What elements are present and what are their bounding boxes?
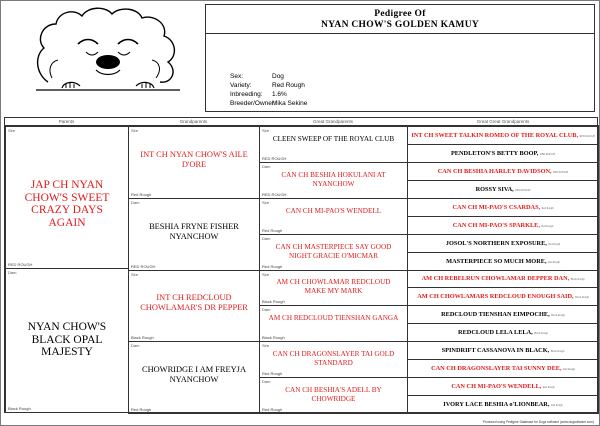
grandparent-name: INT CH NYAN CHOW'S AILE D'ORE [140,149,248,169]
great-grandparent-cell[interactable] [259,341,408,378]
divider [206,33,594,34]
info-sex: Sex: Dog [230,73,284,80]
great-grandparent-cell[interactable] [259,162,408,199]
great-great-grandparent-cell[interactable] [407,252,599,271]
great-great-grandparent-color: Red Rough [542,386,555,390]
grandparent-name: CHOWRIDGE I AM FREYJA NYANCHOW [142,365,246,385]
grandparent-color: RED ROUGH [131,263,156,269]
grandparent-color: Black Rough [131,335,154,341]
great-great-grandparent-cell[interactable] [407,162,599,181]
great-great-grandparent-entry [408,311,598,319]
great-great-grandparent-name: SPINDRIFT CASSANOVA IN BLACK, [441,347,550,355]
great-great-grandparent-color: Black Rough [575,296,589,300]
great-grandparent-color: Black Rough [262,299,285,305]
great-grandparent-cell[interactable] [259,270,408,307]
column-header-grandparents: Grandparents [128,118,259,126]
great-great-grandparent-entry [408,150,598,158]
great-great-grandparent-cell[interactable] [407,126,599,145]
great-great-grandparent-name: CAN CH MI-PAO'S WENDELL, [451,383,542,391]
great-grandparent-name: AM CH CHOWLAMAR REDCLOUD MAKE MY MARK [276,278,391,296]
great-great-grandparent-entry [408,329,598,337]
column-header-parents: Parents [5,118,128,126]
great-great-grandparent-name: MASTERPIECE SO MUCH MORE, [446,257,547,265]
great-great-grandparent-name: CAN CH DRAGONSLAYER TAI SUNNY DEE, [431,365,562,373]
great-great-grandparent-name: PENDLETON'S BETTY BOOP, [450,149,539,157]
great-great-grandparent-color: RED ROUGH [515,188,531,192]
great-great-grandparent-entry [408,222,598,230]
info-inbreeding: Inbreeding: 1.6% [230,91,287,98]
great-great-grandparent-name: AM CH REBELRUN CHOWLAMAR DEPPER DAN, [421,275,570,283]
great-great-grandparent-name: JOSOL'S NORTHERN EXPOSURE, [445,239,547,247]
great-grandparent-color: Black Rough [262,335,285,341]
great-great-grandparent-entry [408,275,598,283]
great-great-grandparent-name: REDCLOUD TIENSHAN EIMPOCHE, [441,311,550,319]
pedigree-title: Pedigree Of [374,9,426,19]
great-grandparent-color: Red Rough [262,371,283,377]
great-great-grandparent-name: IVORY LACE BESHIA o'LIONBEAR, [443,401,550,409]
great-great-grandparent-name: INT CH SWEET TALKIN ROMEO OF THE ROYAL CLUB, [411,131,579,139]
pedigree-grid [4,117,598,413]
great-great-grandparent-color: Red Rough [550,404,563,408]
grandparent-name: INT CH REDCLOUD CHOWLAMAR'S DR PEPPER [140,293,248,313]
great-grandparent-cell[interactable] [259,126,408,163]
great-great-grandparent-cell[interactable] [407,270,599,289]
great-great-grandparent-cell[interactable] [407,359,599,378]
column-header-great-great-grandparents: Great Great Grandparents [407,118,599,126]
great-great-grandparent-cell[interactable] [407,216,599,235]
great-great-grandparent-entry [408,132,598,140]
great-grandparent-role: Sire [262,128,270,133]
parent-sire-name: JAP CH NYAN CHOW'S SWEET CRAZY DAYS AGAIN [24,179,110,229]
great-great-grandparent-cell[interactable] [407,234,599,253]
great-great-grandparent-entry [408,401,598,409]
great-grandparent-name: CLEEN SWEEP OF THE ROYAL CLUB [272,134,395,143]
great-great-grandparent-entry [408,347,598,355]
parent-dam-color: Black Rough [8,406,31,411]
grandparent-color: Red Rough [131,191,152,197]
great-great-grandparent-entry [408,258,598,266]
dam-label: Dam [8,270,17,275]
grandparent-name: BESHIA FRYNE FISHER NYANCHOW [149,221,239,241]
great-grandparent-color: RED ROUGH [262,191,287,197]
great-great-grandparent-cell[interactable] [407,305,599,324]
great-grandparent-color: Red Rough [262,263,283,269]
great-great-grandparent-cell[interactable] [407,341,599,360]
great-grandparent-name: AM CH REDCLOUD TIENSHAN GANGA [268,314,399,323]
great-great-grandparent-cell[interactable] [407,395,599,414]
great-great-grandparent-color: RED ROUGH [539,152,556,156]
great-great-grandparent-name: REDCLOUD LELA LELA, [458,329,533,337]
great-great-grandparent-cell[interactable] [407,180,599,199]
grandparent-cell[interactable] [128,198,260,271]
grandparent-role: Dam [131,199,140,205]
great-great-grandparent-entry [408,383,598,391]
great-great-grandparent-entry [408,240,598,248]
grandparent-role: Sire [131,271,139,277]
great-great-grandparent-cell[interactable] [407,144,599,163]
great-grandparent-cell[interactable] [259,234,408,271]
grandparent-role: Dam [131,343,140,349]
grandparent-role: Sire [131,128,139,133]
great-great-grandparent-color: Black Rough [551,314,565,318]
great-grandparent-name: CAN CH BESHIA HOKULANI AT NYANCHOW [281,170,386,188]
great-great-grandparent-name: CAN CH MI-PAO'S SPARKLE, [452,221,540,229]
parent-sire-color: RED ROUGH [8,262,33,267]
great-great-grandparent-cell[interactable] [407,323,599,342]
great-grandparent-name: CAN CH MASTERPIECE SAY GOOD NIGHT GRACIE O'MICMAR [275,242,392,260]
great-great-grandparent-color: Black Rough [570,278,585,282]
great-great-grandparent-entry [408,186,598,194]
info-variety: Variety: Red Rough [230,82,305,89]
great-grandparent-name: CAN CH BESHIA'S ADELL BY CHOWRIDGE [285,386,382,404]
great-grandparent-role: Dam [262,379,271,385]
parent-dam-cell[interactable] [5,268,129,413]
great-great-grandparent-name: CAN CH MI-PAO'S CSARDAS, [452,203,541,211]
dog-name-title: NYAN CHOW'S GOLDEN KAMUY [320,20,480,30]
great-great-grandparent-cell[interactable] [407,198,599,217]
great-great-grandparent-color: Red Rough [548,242,561,246]
great-great-grandparent-entry [408,204,598,212]
footer-note: Produced using Pedigree Database for Dogs software (www.dogsoftware.com) [482,420,594,424]
great-great-grandparent-name: CAN CH BESHIA HARLEY DAVIDSON, [437,167,552,175]
great-great-grandparent-color: Red Rough [563,368,575,372]
great-grandparent-cell[interactable] [259,377,408,414]
grandparent-cell[interactable] [128,341,260,414]
grandparent-cell[interactable] [128,270,260,343]
great-great-grandparent-color: Black Rough [534,332,548,336]
chow-dog-illustration [28,4,188,112]
grandparent-color: Red Rough [131,407,152,412]
great-great-grandparent-cell[interactable] [407,377,599,396]
great-great-grandparent-entry [408,365,598,373]
info-breeder-owner: Breeder/Owner:Mika Sekine [230,100,308,107]
great-grandparent-color: RED ROUGH [262,155,287,161]
great-grandparent-role: Dam [262,235,271,241]
great-great-grandparent-entry [408,168,598,176]
great-grandparent-role: Dam [262,307,271,313]
great-grandparent-name: CAN CH MI-PAO'S WENDELL [285,206,382,215]
great-grandparent-role: Dam [262,163,271,169]
great-grandparent-cell[interactable] [259,198,408,235]
great-grandparent-role: Sire [262,199,270,205]
great-great-grandparent-color: Red Rough [541,206,554,210]
great-grandparent-name: CAN CH DRAGONSLAYER TAI GOLD STANDARD [272,350,395,368]
great-great-grandparent-color: Red Rough [548,260,560,264]
great-grandparent-role: Sire [262,271,270,277]
great-great-grandparent-color: RED ROUGH [579,134,595,138]
great-grandparent-role: Sire [262,343,270,349]
great-great-grandparent-name: ROSSY SIVA, [475,185,514,193]
great-great-grandparent-entry [408,293,598,301]
great-great-grandparent-color: RED ROUGH [553,170,569,174]
pedigree-header-box [205,4,595,112]
sire-label: Sire [8,128,16,133]
great-grandparent-color: Red Rough [262,227,283,233]
parent-dam-name: NYAN CHOW'S BLACK OPAL MAJESTY [27,321,107,358]
great-grandparent-color: Red Rough [262,407,283,412]
great-great-grandparent-color: Red Rough [541,224,554,228]
great-great-grandparent-name: AM CH CHOWLAMARS REDCLOUD ENOUGH SAID, [417,293,574,301]
great-great-grandparent-cell[interactable] [407,287,599,306]
grandparent-cell[interactable] [128,126,260,199]
parent-sire-cell[interactable] [5,126,129,269]
great-grandparent-cell[interactable] [259,305,408,342]
column-header-great-grandparents: Great Grandparents [259,118,407,126]
great-great-grandparent-color: Black Rough [550,350,565,354]
